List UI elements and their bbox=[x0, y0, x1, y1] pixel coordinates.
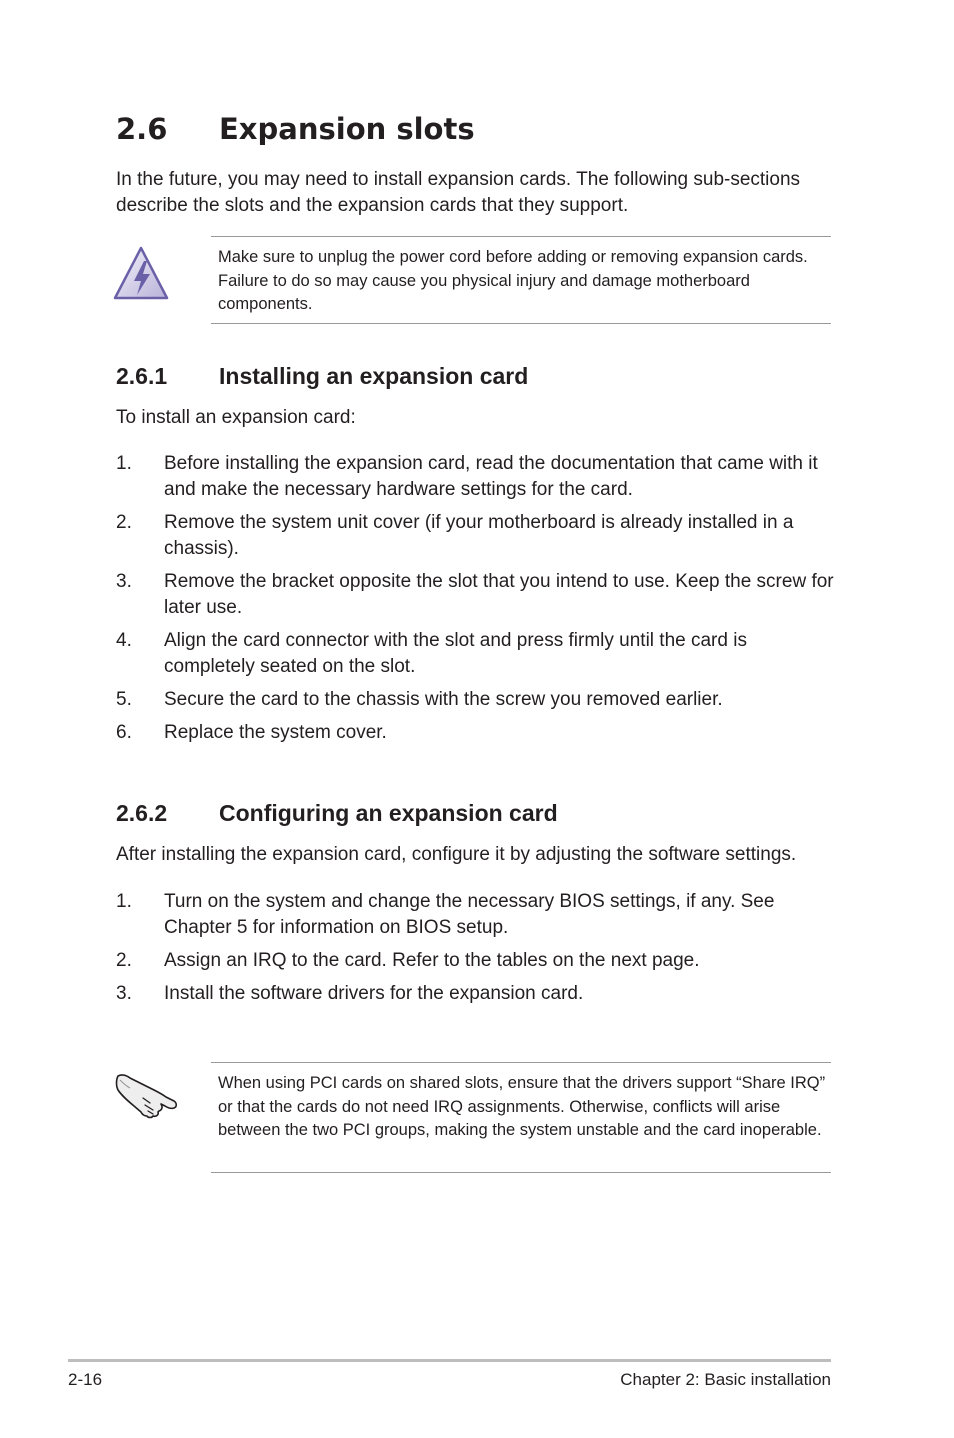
section-heading bbox=[116, 112, 475, 146]
subsection-title: Configuring an expansion card bbox=[219, 800, 558, 826]
subsection-heading-install bbox=[116, 363, 528, 390]
warning-notice bbox=[211, 236, 831, 324]
step-number: 2. bbox=[116, 512, 132, 533]
subsection-title: Installing an expansion card bbox=[219, 363, 529, 389]
page-number: 2-16 bbox=[68, 1370, 103, 1389]
step-number: 5. bbox=[116, 689, 132, 710]
step-text: Install the software drivers for the expansion card. bbox=[164, 983, 584, 1004]
footer-rule bbox=[68, 1359, 831, 1362]
step-number: 4. bbox=[116, 630, 132, 651]
warning-text: Make sure to unplug the power cord before adding or removing expansion cards. Failure to do so may cause you physical injury and damage motherboard components. bbox=[218, 248, 808, 313]
step-number: 2. bbox=[116, 950, 132, 971]
list-item bbox=[116, 451, 836, 503]
step-number: 1. bbox=[116, 453, 132, 474]
step-number: 1. bbox=[116, 891, 132, 912]
list-item bbox=[116, 981, 836, 1007]
step-number: 3. bbox=[116, 571, 132, 592]
step-number: 3. bbox=[116, 983, 132, 1004]
footer-chapter: Chapter 2: Basic installation bbox=[620, 1370, 831, 1389]
step-text: Replace the system cover. bbox=[164, 722, 387, 743]
step-text: Assign an IRQ to the card. Refer to the tables on the next page. bbox=[164, 950, 700, 971]
list-item bbox=[116, 628, 836, 680]
section-title: Expansion slots bbox=[219, 112, 475, 146]
step-text: Remove the bracket opposite the slot that you intend to use. Keep the screw for later use. bbox=[164, 571, 834, 618]
pointing-hand-icon bbox=[114, 1070, 180, 1125]
list-item bbox=[116, 948, 836, 974]
warning-lightning-icon bbox=[112, 244, 170, 307]
configure-intro: After installing the expansion card, configure it by adjusting the software settings. bbox=[116, 844, 797, 865]
subsection-number: 2.6.2 bbox=[116, 800, 168, 826]
list-item bbox=[116, 889, 836, 941]
note-notice bbox=[211, 1062, 831, 1173]
list-item bbox=[116, 510, 836, 562]
configure-steps bbox=[116, 889, 836, 1014]
step-text: Turn on the system and change the necessary BIOS settings, if any. See Chapter 5 for information on BIOS setup. bbox=[164, 891, 775, 938]
list-item bbox=[116, 687, 836, 713]
list-item bbox=[116, 720, 836, 746]
install-steps bbox=[116, 451, 836, 753]
subsection-heading-configure bbox=[116, 800, 558, 827]
step-text: Secure the card to the chassis with the screw you removed earlier. bbox=[164, 689, 723, 710]
note-text: When using PCI cards on shared slots, ensure that the drivers support “Share IRQ” or that the cards do not need IRQ assignments. Otherwise, conflicts will arise between the two PCI groups, making the system unstable and the card inoperable. bbox=[218, 1074, 826, 1139]
step-number: 6. bbox=[116, 722, 132, 743]
list-item bbox=[116, 569, 836, 621]
step-text: Remove the system unit cover (if your motherboard is already installed in a chassis). bbox=[164, 512, 794, 559]
step-text: Before installing the expansion card, read the documentation that came with it and make the necessary hardware settings for the card. bbox=[164, 453, 818, 500]
section-number: 2.6 bbox=[116, 112, 168, 146]
subsection-number: 2.6.1 bbox=[116, 363, 168, 389]
section-intro: In the future, you may need to install expansion cards. The following sub-sections describe the slots and the expansion cards that they support. bbox=[116, 169, 801, 216]
install-intro: To install an expansion card: bbox=[116, 407, 356, 428]
step-text: Align the card connector with the slot and press firmly until the card is completely seated on the slot. bbox=[164, 630, 747, 677]
